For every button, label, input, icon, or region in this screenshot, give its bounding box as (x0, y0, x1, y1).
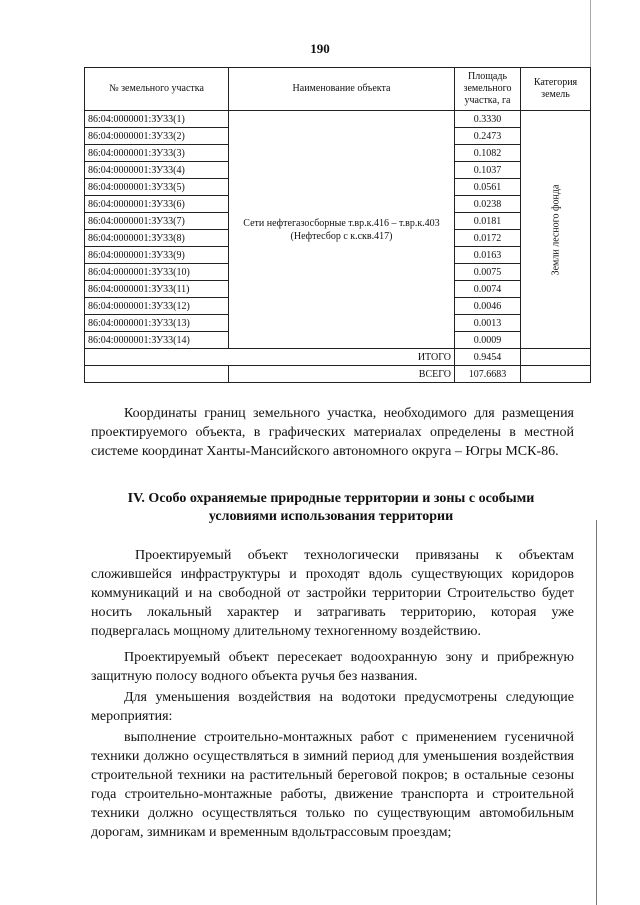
itogo-value: 0.9454 (455, 349, 521, 366)
parcel-id: 86:04:0000001:ЗУ33(3) (85, 145, 229, 162)
parcel-area: 0.0172 (455, 230, 521, 247)
parcel-area: 0.0181 (455, 213, 521, 230)
parcel-id: 86:04:0000001:ЗУ33(5) (85, 179, 229, 196)
parcel-id: 86:04:0000001:ЗУ33(8) (85, 230, 229, 247)
section-title: IV. Особо охраняемые природные территории и зоны с особыми условиями использования территории (127, 491, 535, 524)
table-row (85, 111, 591, 128)
paragraph-infrastructure: Проектируемый объект технологически привязаны к объектам сложившейся инфраструктуры и проходят вдоль существующих коридоров коммуникаций и на свободной от застройки территории Строительство будет носить локальный характер и затрагивать территорию, которая уже подвергалась мощному длительному техногенному воздействию. (91, 548, 574, 639)
scan-edge-line-top (590, 0, 591, 70)
parcel-id: 86:04:0000001:ЗУ33(9) (85, 247, 229, 264)
parcel-id: 86:04:0000001:ЗУ33(13) (85, 315, 229, 332)
parcel-area: 0.2473 (455, 128, 521, 145)
page-number: 190 (310, 41, 330, 56)
parcel-id: 86:04:0000001:ЗУ33(10) (85, 264, 229, 281)
coordinates-paragraph: Координаты границ земельного участка, необходимого для размещения проектируемого объекта, в графических материалах определены в местной системе координат Ханты-Мансийского автономного округа – Югры МСК-86. (91, 406, 574, 459)
parcel-area: 0.1082 (455, 145, 521, 162)
parcel-area: 0.0075 (455, 264, 521, 281)
parcel-area: 0.0238 (455, 196, 521, 213)
land-category-cell (521, 111, 591, 349)
table-header-row (85, 68, 591, 111)
itogo-label: ИТОГО (85, 349, 455, 366)
paragraph-measures-intro: Для уменьшения воздействия на водотоки предусмотрены следующие мероприятия: (91, 690, 574, 724)
parcel-area: 0.0013 (455, 315, 521, 332)
header-category: Категория земель (521, 68, 591, 111)
parcel-area: 0.0074 (455, 281, 521, 298)
vsego-row (85, 366, 591, 383)
land-category: Земли лесного фонда (550, 184, 561, 275)
parcel-area: 0.1037 (455, 162, 521, 179)
header-object-name: Наименование объекта (229, 68, 455, 111)
header-area: Площадь земельного участка, га (455, 68, 521, 111)
parcel-id: 86:04:0000001:ЗУ33(4) (85, 162, 229, 179)
empty-cell (85, 366, 229, 383)
object-name: Сети нефтегазосборные т.вр.к.416 – т.вр.к.403 (Нефтесбор с к.скв.417) (229, 111, 455, 349)
parcel-id: 86:04:0000001:ЗУ33(2) (85, 128, 229, 145)
parcel-id: 86:04:0000001:ЗУ33(11) (85, 281, 229, 298)
vsego-value: 107.6683 (455, 366, 521, 383)
empty-cell (521, 366, 591, 383)
parcel-area: 0.0561 (455, 179, 521, 196)
scan-edge-line (596, 520, 597, 905)
parcel-area: 0.0009 (455, 332, 521, 349)
parcel-area: 0.3330 (455, 111, 521, 128)
land-parcels-table (84, 67, 591, 383)
parcel-id: 86:04:0000001:ЗУ33(14) (85, 332, 229, 349)
parcel-id: 86:04:0000001:ЗУ33(12) (85, 298, 229, 315)
itogo-row (85, 349, 591, 366)
parcel-area: 0.0046 (455, 298, 521, 315)
parcel-id: 86:04:0000001:ЗУ33(1) (85, 111, 229, 128)
parcel-area: 0.0163 (455, 247, 521, 264)
header-parcel-number: № земельного участка (85, 68, 229, 111)
parcel-id: 86:04:0000001:ЗУ33(6) (85, 196, 229, 213)
parcel-id: 86:04:0000001:ЗУ33(7) (85, 213, 229, 230)
vsego-label: ВСЕГО (229, 366, 455, 383)
empty-cell (521, 349, 591, 366)
paragraph-measures-list: выполнение строительно-монтажных работ с применением гусеничной техники должно осуществляться в зимний период для уменьшения воздействия строительной техники на растительный береговой покров; в остальные сезоны года строительно-монтажные работы, движение транспорта и строительной техники должно осуществляться только по существующим автомобильным дорогам, зимникам и временным вдольтрассовым проездам; (91, 730, 574, 840)
paragraph-water-zone: Проектируемый объект пересекает водоохранную зону и прибрежную защитную полосу водного объекта ручья без названия. (91, 650, 574, 684)
